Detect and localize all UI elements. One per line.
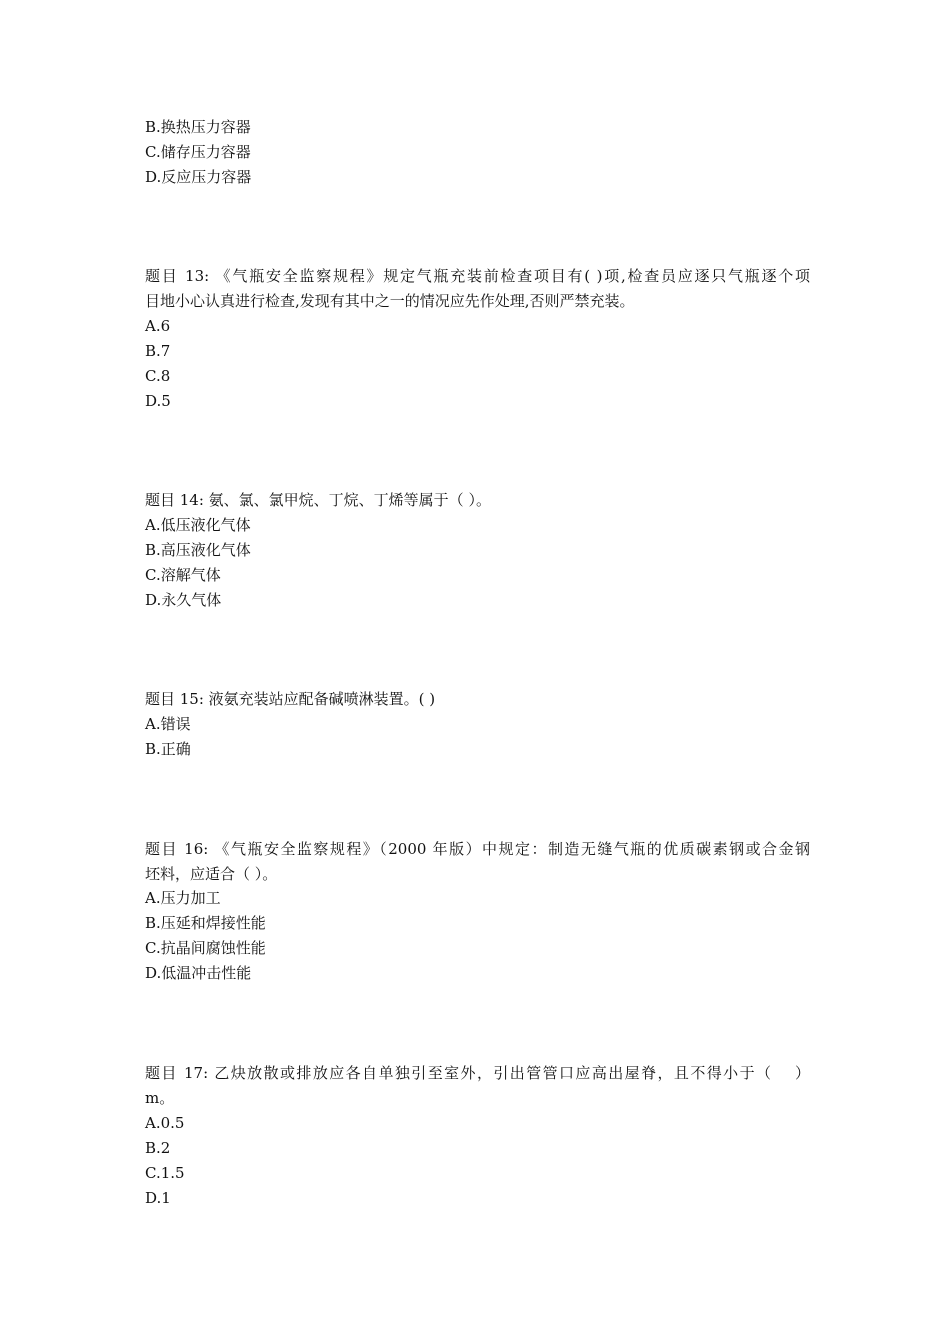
question-16-stem-line-2: 坯料，应适合（ ）。 xyxy=(145,865,278,883)
question-17-option-d: D.1 xyxy=(145,1189,171,1207)
question-13-option-b: B.7 xyxy=(145,342,171,360)
question-13-stem-line-2: 目地小心认真进行检查,发现有其中之一的情况应先作处理,否则严禁充装。 xyxy=(145,292,635,310)
question-14-option-c: C.溶解气体 xyxy=(145,566,221,584)
question-16-option-a: A.压力加工 xyxy=(145,889,221,907)
question-14-option-b: B.高压液化气体 xyxy=(145,541,251,559)
question-17-stem-line-2: m。 xyxy=(145,1089,175,1107)
question-14-option-d: D.永久气体 xyxy=(145,591,222,609)
question-13-option-c: C.8 xyxy=(145,367,171,385)
question-16-option-d: D.低温冲击性能 xyxy=(145,964,252,982)
question-15-stem: 题目 15: 液氨充装站应配备碱喷淋装置。( ) xyxy=(145,690,436,708)
question-16-stem-line-1: 题目 16: 《气瓶安全监察规程》（2000 年版）中规定：制造无缝气瓶的优质碳素钢或合金钢 xyxy=(145,840,810,858)
question-13-option-d: D.5 xyxy=(145,392,171,410)
question-17-option-a: A.0.5 xyxy=(145,1114,185,1132)
question-15-option-b: B.正确 xyxy=(145,740,191,758)
question-14-stem: 题目 14: 氨、氯、氯甲烷、丁烷、丁烯等属于（ ）。 xyxy=(145,491,491,509)
option-text: D.反应压力容器 xyxy=(145,168,252,186)
option-text: B.换热压力容器 xyxy=(145,118,251,136)
question-13-option-a: A.6 xyxy=(145,317,171,335)
question-17-option-b: B.2 xyxy=(145,1139,171,1157)
question-17-option-c: C.1.5 xyxy=(145,1164,185,1182)
question-17-stem-line-1: 题目 17: 乙炔放散或排放应各自单独引至室外，引出管管口应高出屋脊，且不得小于（ ） xyxy=(145,1064,810,1082)
question-13-stem-line-1: 题目 13: 《气瓶安全监察规程》规定气瓶充装前检查项目有( )项,检查员应逐只气瓶逐个项 xyxy=(145,267,810,285)
question-15-option-a: A.错误 xyxy=(145,715,191,733)
question-16-option-c: C.抗晶间腐蚀性能 xyxy=(145,939,266,957)
option-text: C.储存压力容器 xyxy=(145,143,251,161)
question-14-option-a: A.低压液化气体 xyxy=(145,516,251,534)
question-16-option-b: B.压延和焊接性能 xyxy=(145,914,266,932)
